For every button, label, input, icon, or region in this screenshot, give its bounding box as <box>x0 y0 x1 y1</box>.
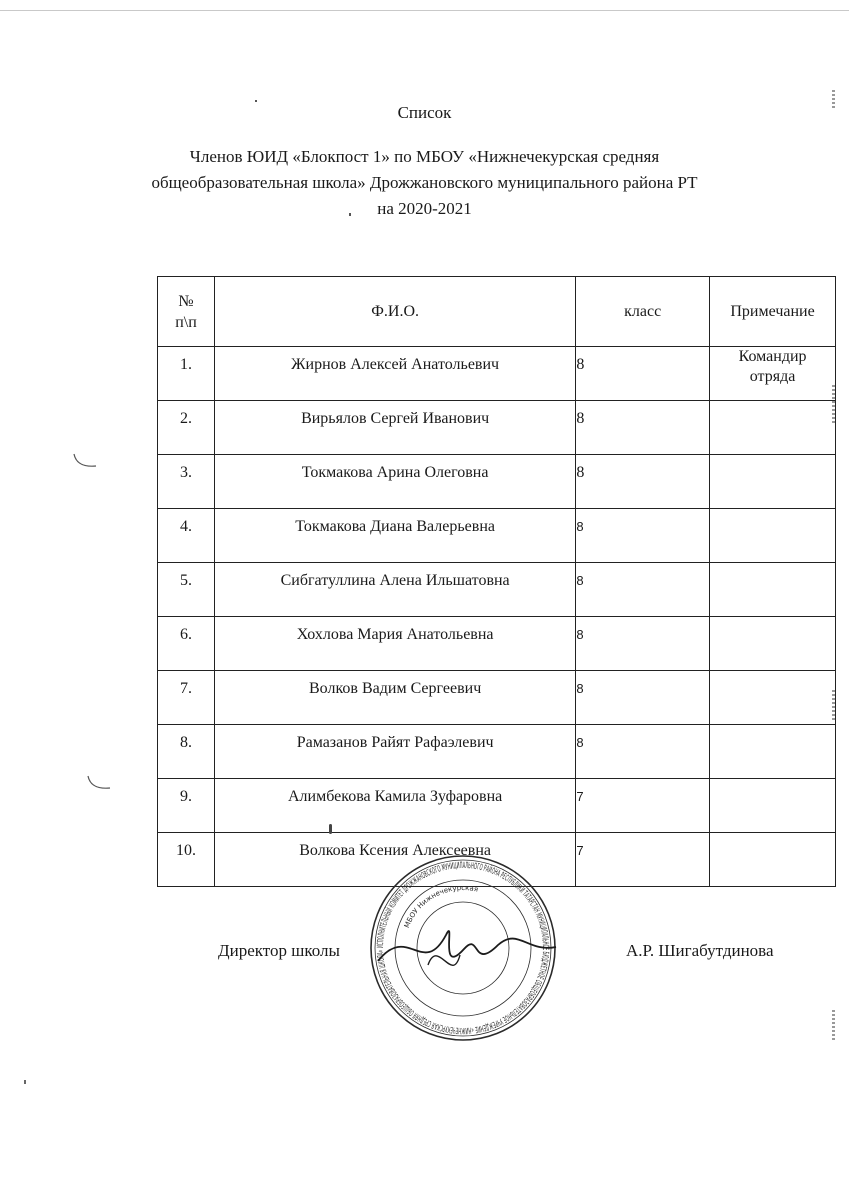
row-name: Волков Вадим Сергеевич <box>214 671 575 725</box>
table-row <box>158 617 836 671</box>
row-class: 8 <box>576 725 710 779</box>
header-num: № п\п <box>158 277 215 347</box>
table-row <box>158 455 836 509</box>
table-row <box>158 347 836 401</box>
row-note <box>710 725 836 779</box>
scan-mark <box>84 772 114 796</box>
row-num: 5. <box>158 563 215 617</box>
header-name: Ф.И.О. <box>214 277 575 347</box>
scan-edge-noise <box>832 1010 835 1040</box>
row-class: 8 <box>576 455 710 509</box>
members-table <box>157 276 836 887</box>
table-row <box>158 779 836 833</box>
row-num: 3. <box>158 455 215 509</box>
scan-speck <box>24 1080 26 1084</box>
row-note <box>710 509 836 563</box>
row-num: 2. <box>158 401 215 455</box>
row-class: 8 <box>576 401 710 455</box>
signature-title: Директор школы <box>218 941 340 960</box>
scan-mark <box>70 450 100 474</box>
scan-speck <box>329 824 332 834</box>
signature-name: А.Р. Шигабутдинова <box>626 941 774 960</box>
row-class: 7 <box>576 779 710 833</box>
row-note: Командир отряда <box>710 347 836 401</box>
row-name: Хохлова Мария Анатольевна <box>214 617 575 671</box>
row-class: 8 <box>576 671 710 725</box>
header-class: класс <box>576 277 710 347</box>
table-row <box>158 725 836 779</box>
subtitle-line-1: Членов ЮИД «Блокпост 1» по МБОУ «Нижнечекурская средняя <box>189 147 660 166</box>
row-name: Токмакова Диана Валерьевна <box>214 509 575 563</box>
scan-edge-noise <box>832 90 835 110</box>
row-num: 7. <box>158 671 215 725</box>
scan-speck <box>255 100 257 102</box>
row-num: 9. <box>158 779 215 833</box>
row-note <box>710 779 836 833</box>
row-note <box>710 617 836 671</box>
stamp-ring-text: ИСПОЛНИТЕЛЬНЫЙ КОМИТЕТ ДРОЖЖАНОВСКОГО МУНИЦИПАЛЬНОГО РАЙОНА РЕСПУБЛИКИ ТАТАРСТАН МУНИЦИПАЛЬНОЕ БЮДЖЕТНОЕ ОБЩЕОБРАЗОВАТЕЛЬНОЕ УЧРЕЖДЕНИЕ «НИЖНЕЧЕКУРСКАЯ СРЕДНЯЯ ОБЩЕОБРАЗОВАТЕЛЬНАЯ ШКОЛА» <box>375 860 551 1036</box>
stamp-inner-text: МБОУ Нижнечекурская <box>402 883 479 930</box>
scan-edge-noise <box>832 690 835 720</box>
table-header-row <box>158 277 836 347</box>
document-subtitle <box>130 144 719 222</box>
row-class: 7 <box>576 833 710 887</box>
row-class: 8 <box>576 617 710 671</box>
row-name: Вирьялов Сергей Иванович <box>214 401 575 455</box>
row-name: Жирнов Алексей Анатольевич <box>214 347 575 401</box>
scan-edge-noise <box>832 385 835 425</box>
row-class: 8 <box>576 509 710 563</box>
subtitle-line-2: общеобразовательная школа» Дрожжановского муниципального района РТ <box>151 173 698 192</box>
handwritten-signature <box>378 931 556 961</box>
table-row <box>158 509 836 563</box>
row-note <box>710 671 836 725</box>
scan-speck <box>349 213 351 216</box>
scan-top-edge <box>0 10 849 11</box>
table-row <box>158 671 836 725</box>
row-class: 8 <box>576 347 710 401</box>
header-note: Примечание <box>710 277 836 347</box>
row-note <box>710 833 836 887</box>
table-row <box>158 563 836 617</box>
table-row <box>158 401 836 455</box>
row-num: 10. <box>158 833 215 887</box>
row-name: Токмакова Арина Олеговна <box>214 455 575 509</box>
row-name: Сибгатуллина Алена Ильшатовна <box>214 563 575 617</box>
row-note <box>710 563 836 617</box>
row-num: 8. <box>158 725 215 779</box>
row-num: 1. <box>158 347 215 401</box>
row-name: Алимбекова Камила Зуфаровна <box>214 779 575 833</box>
row-name: Рамазанов Райят Рафаэлевич <box>214 725 575 779</box>
subtitle-line-3: на 2020-2021 <box>377 199 472 218</box>
row-name: Волкова Ксения Алексеевна <box>214 833 575 887</box>
row-class: 8 <box>576 563 710 617</box>
row-note <box>710 455 836 509</box>
row-num: 4. <box>158 509 215 563</box>
row-num: 6. <box>158 617 215 671</box>
document-title: Список <box>397 103 452 122</box>
row-note <box>710 401 836 455</box>
official-stamp <box>368 853 558 1043</box>
